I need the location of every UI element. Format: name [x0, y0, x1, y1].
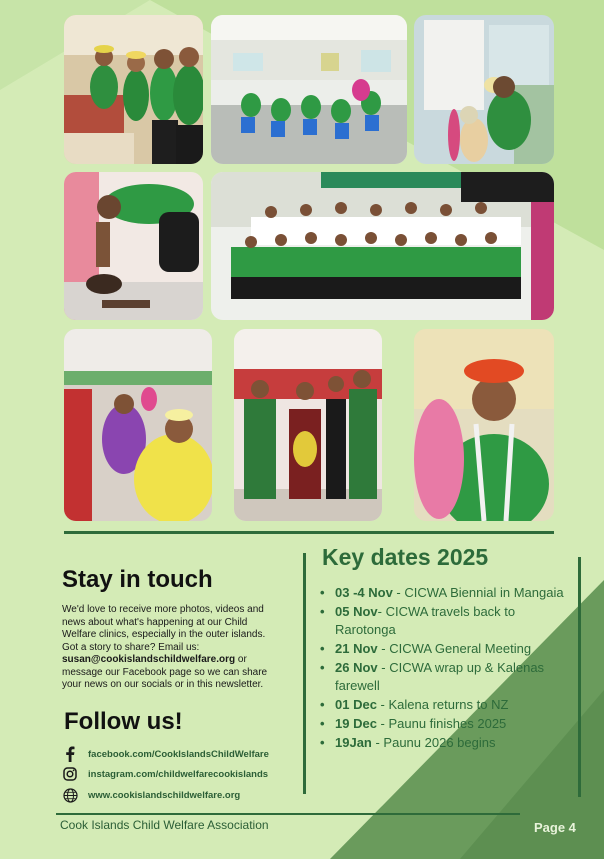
website-row — [62, 787, 240, 803]
key-date-text: - CICWA travels back to Rarotonga — [335, 604, 516, 637]
photo-uniformed-women — [64, 15, 203, 164]
key-dates-left-border — [303, 553, 306, 794]
key-dates-heading: Key dates 2025 — [322, 544, 489, 570]
page-number: Page 4 — [534, 820, 576, 835]
instagram-icon — [62, 766, 78, 782]
key-dates-right-border — [578, 557, 581, 797]
key-date-item — [318, 603, 570, 639]
key-date-item — [318, 659, 570, 695]
photo-group-portrait — [211, 172, 554, 320]
footer-rule — [56, 813, 520, 815]
key-date-date: 19Jan — [335, 735, 372, 750]
key-date-item — [318, 696, 570, 714]
key-date-text: - Kalena returns to NZ — [376, 697, 509, 712]
follow-us-heading: Follow us! — [64, 708, 183, 735]
contact-email-link[interactable]: susan@cookislandschildwelfare.org — [62, 654, 236, 665]
globe-icon — [62, 787, 78, 803]
facebook-row — [62, 746, 269, 762]
instagram-row — [62, 766, 268, 782]
instagram-link[interactable]: instagram.com/childwelfarecookislands — [88, 768, 269, 780]
stay-in-touch-text — [62, 604, 282, 692]
stay-body-outro: or message our Facebook page so we can share your news on our socials or in this newsletter. — [62, 654, 268, 690]
key-date-text: - Paunu 2026 begins — [371, 735, 496, 750]
key-date-text: - CICWA Biennial in Mangaia — [392, 585, 564, 600]
key-date-date: 01 Dec — [335, 697, 377, 712]
key-date-item — [318, 640, 570, 658]
photo-board-writing — [414, 15, 554, 164]
key-date-date: 21 Nov — [335, 641, 378, 656]
section-divider — [64, 531, 554, 534]
key-date-text: - Paunu finishes 2025 — [376, 716, 507, 731]
key-date-date: 05 Nov — [335, 604, 378, 619]
key-dates-list — [318, 584, 570, 753]
key-date-text: - CICWA General Meeting — [377, 641, 532, 656]
website-link[interactable]: www.cookislandschildwelfare.org — [88, 789, 241, 801]
stay-body-intro: We'd love to receive more photos, videos and news about what's happening at our Child Welfare clinics, especially in the outer islands. Got a story to share? Email us: — [62, 604, 266, 653]
key-date-date: 19 Dec — [335, 716, 377, 731]
photo-woman-with-lei — [414, 329, 554, 521]
facebook-link[interactable]: facebook.com/CookIslandsChildWelfare — [88, 748, 269, 760]
photo-women-under-tent — [64, 329, 212, 521]
footer-organization: Cook Islands Child Welfare Association — [60, 818, 269, 832]
photo-dancers — [234, 329, 382, 521]
photo-woman-bending — [64, 172, 203, 320]
key-date-item — [318, 584, 570, 602]
key-date-item — [318, 734, 570, 752]
key-date-item — [318, 715, 570, 733]
key-date-text: - CICWA wrap up & Kalenas farewell — [335, 660, 545, 693]
photo-hall-meeting — [211, 15, 407, 164]
stay-in-touch-heading: Stay in touch — [62, 566, 213, 593]
key-date-date: 26 Nov — [335, 660, 378, 675]
key-date-date: 03 -4 Nov — [335, 585, 393, 600]
facebook-icon — [62, 746, 78, 762]
